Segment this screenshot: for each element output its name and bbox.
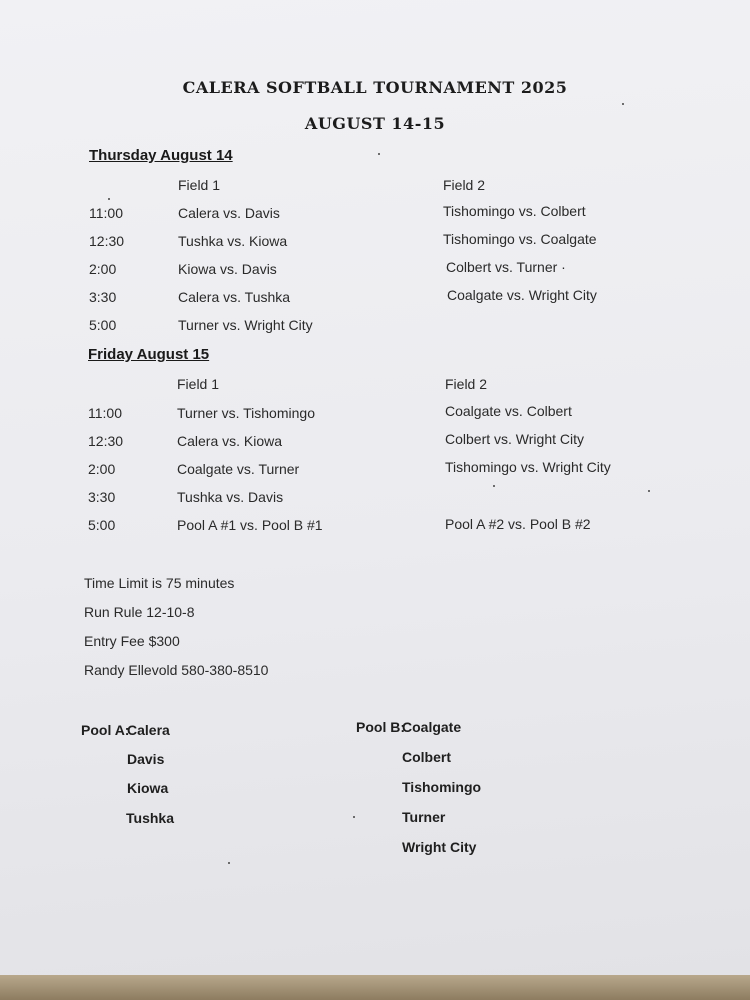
game-field1: Turner vs. Tishomingo: [177, 405, 315, 421]
field1-label: Field 1: [178, 177, 221, 193]
game-field2: Tishomingo vs. Colbert: [443, 203, 586, 219]
game-time: 3:30: [88, 489, 116, 505]
paper-speck: [228, 862, 230, 864]
game-field1: Calera vs. Tushka: [178, 289, 291, 305]
day-heading-thursday: Thursday August 14: [89, 147, 233, 164]
paper-speck: [622, 103, 624, 105]
game-field2: Colbert vs. Turner ·: [446, 259, 566, 275]
game-field1: Turner vs. Wright City: [178, 317, 313, 333]
game-field1: Coalgate vs. Turner: [177, 461, 300, 477]
document-title: CALERA SOFTBALL TOURNAMENT 2025: [182, 78, 568, 97]
game-time: 3:30: [89, 289, 117, 305]
game-field2: Tishomingo vs. Coalgate: [443, 231, 597, 247]
paper-speck: [108, 198, 110, 200]
contact-text: Randy Ellevold 580-380-8510: [84, 662, 269, 678]
pool-b-team: Colbert: [402, 749, 451, 765]
game-field2: Coalgate vs. Colbert: [445, 403, 572, 419]
pool-b-label: Pool B:: [356, 719, 405, 735]
game-field2: Tishomingo vs. Wright City: [445, 459, 611, 475]
pool-b-team: Turner: [402, 809, 446, 825]
pool-a-label: Pool A:: [81, 722, 130, 738]
entry-fee-text: Entry Fee $300: [84, 633, 180, 649]
field2-label: Field 2: [443, 177, 486, 193]
game-field1: Calera vs. Davis: [178, 205, 280, 221]
game-field1: Pool A #1 vs. Pool B #1: [177, 517, 323, 533]
pool-a-team: Davis: [127, 751, 165, 767]
paper-speck: [493, 485, 495, 487]
game-field2: Colbert vs. Wright City: [445, 431, 584, 447]
field1-label: Field 1: [177, 376, 220, 392]
field2-label: Field 2: [445, 376, 488, 392]
game-time: 12:30: [89, 233, 125, 249]
document-subtitle: AUGUST 14-15: [304, 114, 446, 133]
game-time: 11:00: [89, 205, 123, 221]
pool-a-team: Kiowa: [127, 780, 169, 796]
game-time: 11:00: [88, 405, 122, 421]
game-field1: Kiowa vs. Davis: [178, 261, 277, 277]
pool-b-team: Wright City: [402, 839, 477, 855]
time-limit-text: Time Limit is 75 minutes: [84, 575, 235, 591]
game-time: 5:00: [88, 517, 116, 533]
game-field2: Coalgate vs. Wright City: [447, 287, 597, 303]
pool-b-team: Tishomingo: [402, 779, 482, 795]
game-time: 2:00: [88, 461, 116, 477]
game-field2: Pool A #2 vs. Pool B #2: [445, 516, 591, 532]
game-field1: Calera vs. Kiowa: [177, 433, 283, 449]
game-time: 2:00: [89, 261, 117, 277]
game-field1: Tushka vs. Kiowa: [178, 233, 288, 249]
table-surface: [0, 975, 750, 1000]
game-time: 5:00: [89, 317, 117, 333]
paper-speck: [378, 153, 380, 155]
game-time: 12:30: [88, 433, 124, 449]
pool-b-team: Coalgate: [402, 719, 462, 735]
pool-a-team: Calera: [127, 722, 170, 738]
paper-speck: [648, 490, 650, 492]
run-rule-text: Run Rule 12-10-8: [84, 604, 195, 620]
pool-a-team: Tushka: [126, 810, 174, 826]
game-field1: Tushka vs. Davis: [177, 489, 284, 505]
day-heading-friday: Friday August 15: [88, 346, 210, 363]
paper-speck: [353, 816, 355, 818]
